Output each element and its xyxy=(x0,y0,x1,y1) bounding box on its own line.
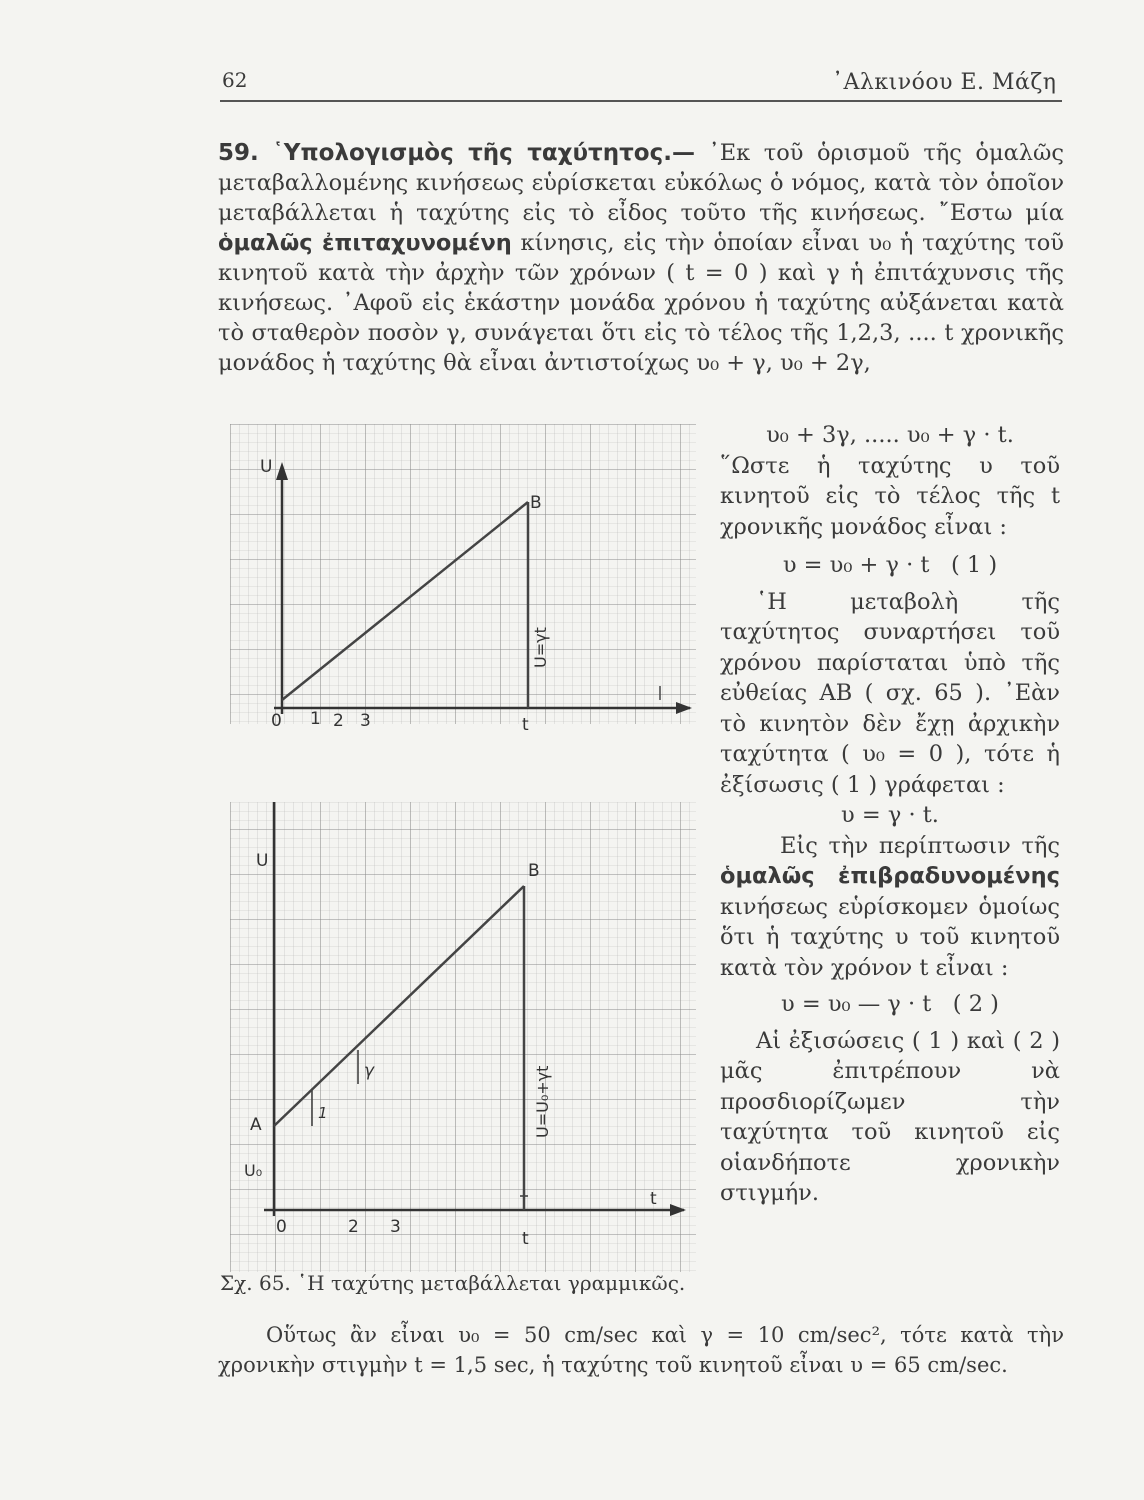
intro-paragraph xyxy=(218,138,1064,378)
gamma-label: γ xyxy=(364,1061,375,1081)
figure-caption: Σχ. 65. ῾Η ταχύτης μεταβάλλεται γραμμικῶς. xyxy=(220,1271,686,1295)
bottom-y-label: U xyxy=(256,851,269,871)
bottom-origin-label: 0 xyxy=(276,1217,287,1237)
closing-paragraph: Αἱ ἐξισώσεις ( 1 ) καὶ ( 2 ) μᾶς ἐπιτρέπουν νὰ προσδιορίζωμεν τὴν ταχύτητα τοῦ κινητοῦ εἰς οἱανδήποτε χρονικὴν στιγμήν. xyxy=(720,1027,1060,1206)
equation-1-formula: υ = υ₀ + γ · t xyxy=(782,552,930,578)
right-column xyxy=(720,420,1060,1209)
bottom-u0-label: U₀ xyxy=(244,1161,263,1180)
example-paragraph xyxy=(218,1320,1064,1380)
top-x-tick-1: 1 xyxy=(310,709,321,729)
top-x-tick-3: 3 xyxy=(360,711,371,731)
top-point-b-label: B xyxy=(530,493,542,513)
figure-65 xyxy=(230,424,696,1272)
equation-1-tag: ( 1 ) xyxy=(950,552,998,578)
top-grid xyxy=(230,424,696,724)
unit-label: 1 xyxy=(318,1104,328,1122)
bottom-end-time-label: t xyxy=(522,1229,529,1249)
decel-bold-term: ὁμαλῶς ἐπιβραδυνομένης xyxy=(720,863,1060,889)
page-number: 62 xyxy=(222,68,248,92)
intro-bold-term: ὁμαλῶς ἐπιταχυνομένη xyxy=(218,230,512,256)
bottom-chart xyxy=(230,802,696,1272)
top-origin-label: 0 xyxy=(271,711,282,731)
result-paragraph: ῞Ωστε ἡ ταχύτης υ τοῦ κινητοῦ εἰς τὸ τέλος τῆς t χρονικῆς μονάδος εἶναι : xyxy=(720,452,1060,540)
top-vertical-label: U=γt xyxy=(531,627,550,668)
section-number: 59. xyxy=(218,140,259,166)
equation-1 xyxy=(720,550,1060,581)
top-x-tick-2: 2 xyxy=(333,711,344,731)
bottom-x-tick-3: 3 xyxy=(390,1217,401,1237)
top-chart xyxy=(230,424,696,735)
bottom-x-label: t xyxy=(650,1189,657,1209)
bottom-grid xyxy=(230,802,696,1272)
intro-text-b: κίνησις, εἰς τὴν ὁποίαν εἶναι υ₀ ἡ ταχύτης τοῦ κινητοῦ κατὰ τὴν ἀρχὴν τῶν χρόνων ( t = 0 ) καὶ γ ἡ ἐπιτάχυνσις τῆς κινήσεως. ᾿Αφοῦ εἰς ἑκάστην μονάδα χρόνου ἡ ταχύτης αὐξάνεται κατὰ τὸ σταθερὸν ποσὸν γ, συνάγεται ὅτι εἰς τὸ τέλος τῆς 1,2,3, .... t χρονικῆς μονάδος ἡ ταχύτης θὰ εἶναι ἀντιστοίχως υ₀ + γ, υ₀ + 2γ, xyxy=(218,230,1064,376)
top-end-time-label: t xyxy=(522,715,529,735)
equation-2-tag: ( 2 ) xyxy=(952,991,999,1017)
equation-special: υ = γ · t. xyxy=(841,802,939,828)
graph-paragraph: ῾Η μεταβολὴ τῆς ταχύτητος συναρτήσει τοῦ χρόνου παρίσταται ὑπὸ τῆς εὐθείας AB ( σχ. 65 ). ᾿Εὰν τὸ κινητὸν δὲν ἔχῃ ἀρχικὴν ταχύτητα ( υ₀ = 0 ), τότε ἡ ἐξίσωσις ( 1 ) γράφεται : xyxy=(720,588,1060,798)
header-rule xyxy=(220,100,1062,102)
top-y-label: U xyxy=(260,457,273,477)
deceleration-paragraph xyxy=(720,831,1060,984)
section-intro xyxy=(218,138,1064,378)
bottom-x-tick-2: 2 xyxy=(348,1217,359,1237)
section-title: ῾Υπολογισμὸς τῆς ταχύτητος.— xyxy=(272,140,695,166)
bottom-point-a-label: A xyxy=(250,1115,262,1135)
example-text: Οὕτως ἂν εἶναι υ₀ = 50 cm/sec καὶ γ = 10 cm/sec², τότε κατὰ τὴν χρονικὴν στιγμὴν t = 1,5 sec, ἡ ταχύτης τοῦ κινητοῦ εἶναι υ = 65 cm/sec. xyxy=(218,1323,1064,1377)
equation-2-formula: υ = υ₀ — γ · t xyxy=(781,991,932,1017)
running-title: ᾿Αλκινόου Ε. Μάζη xyxy=(832,70,1057,95)
bottom-vertical-label: U=U₀+γt xyxy=(533,1065,552,1138)
bottom-point-b-label: B xyxy=(528,861,540,881)
intro-text-a: ᾿Εκ τοῦ ὁρισμοῦ τῆς ὁμαλῶς μεταβαλλομένης κινήσεως εὑρίσκεται εὐκόλως ὁ νόμος, κατὰ τὸν ὁποῖον μεταβάλλεται ἡ ταχύτης εἰς τὸ εἶδος τοῦτο τῆς κινήσεως. ῎Εστω μία xyxy=(218,140,1064,226)
decel-text-b: κινήσεως εὑρίσκομεν ὁμοίως ὅτι ἡ ταχύτης υ τοῦ κινητοῦ κατὰ τὸν χρόνον t εἶναι : xyxy=(720,893,1060,981)
decel-text-a: Εἰς τὴν περίπτωσιν τῆς xyxy=(780,832,1060,859)
series-line: υ₀ + 3γ, ..... υ₀ + γ · t. xyxy=(766,422,1014,448)
equation-2 xyxy=(720,989,1060,1020)
